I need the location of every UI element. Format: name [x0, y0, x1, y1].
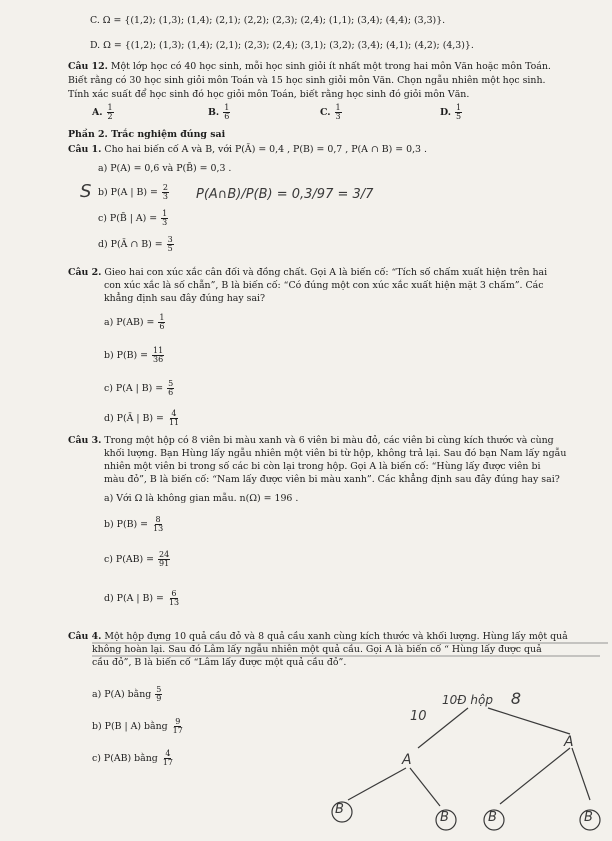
q12-option-c-num: 1 — [335, 103, 341, 112]
c1-statement-c — [98, 210, 169, 227]
c4-b-den: 17 — [172, 726, 183, 735]
c2-label: Câu 2. — [68, 267, 102, 278]
c4-line-3: cầu đỏ”, B là biến cố “Lâm lấy được một quả cầu đỏ”. — [92, 657, 347, 668]
c3-line-3: nhiên một viên bi trong số các bi còn lại trong hộp. Gọi A là biến cố: “Hùng lấy được viên bi — [104, 461, 541, 472]
c2-statement-a — [104, 314, 166, 331]
q11-option-c: C. Ω = {(1,2); (1,3); (1,4); (2,1); (2,2); (2,3); (2,4); (1,1); (3,4); (4,4); (3,3)}. — [90, 15, 446, 26]
c2-a-den: 6 — [159, 322, 165, 331]
c1-b-den: 3 — [162, 192, 168, 201]
c3-b-den: 13 — [152, 524, 164, 533]
q12-option-c — [320, 104, 343, 121]
c1-statement-a: a) P(A) = 0,6 và P(B̄) = 0,3 . — [98, 163, 232, 174]
q12-option-d-label: D. — [440, 107, 452, 118]
c3-statement-d — [104, 590, 181, 607]
c3-statement-b — [104, 516, 165, 533]
handwritten-tree-b1: B — [335, 802, 344, 817]
c3-text-1: Trong một hộp có 8 viên bi màu xanh và 6 viên bi màu đỏ, các viên bi cùng kích thước và cùng — [104, 435, 554, 446]
q11-option-d: D. Ω = {(1,2); (1,3); (1,4); (2,1); (2,3); (2,4); (3,1); (3,2); (3,4); (4,1); (4,2); (4,3)}. — [90, 40, 474, 51]
q12-option-b — [208, 104, 231, 121]
q12-option-a-den: 2 — [107, 112, 113, 121]
q12-option-d-num: 1 — [456, 103, 462, 112]
c4-a-text: a) P(A) bằng — [92, 689, 152, 700]
c1-b-num: 2 — [162, 183, 168, 192]
q12-line-3: Tính xác suất để học sinh đó học giỏi môn Toán, biết rằng học sinh đó giỏi môn Văn. — [68, 89, 470, 100]
q12-option-d-den: 5 — [456, 112, 462, 121]
c2-b-num: 11 — [152, 346, 164, 355]
c2-statement-b — [104, 347, 165, 364]
c4-line-2: không hoàn lại. Sau đó Lâm lấy ngẫu nhiên một quả cầu. Gọi A là biến cố “ Hùng lấy được quả — [92, 644, 542, 655]
c2-c-den: 6 — [168, 388, 174, 397]
c2-d-num: 4 — [171, 409, 177, 418]
c1-statement-b — [98, 184, 170, 201]
c1-statement-d — [98, 236, 175, 253]
part2-title: Phần 2. Trắc nghiệm đúng sai — [68, 129, 226, 140]
q12-text-1: Một lớp học có 40 học sinh, mỗi học sinh giỏi ít nhất một trong hai môn Văn hoặc môn Toán. — [110, 61, 551, 72]
c3-statement-a: a) Với Ω là không gian mẫu. n(Ω) = 196 . — [104, 493, 299, 504]
c3-c-text: c) P(AB) = — [104, 554, 155, 565]
q12-label: Câu 12. — [68, 61, 108, 72]
c4-line-1 — [68, 632, 568, 643]
c2-statement-d — [104, 410, 181, 427]
c2-text-1: Gieo hai con xúc xắc cân đối và đồng chất. Gọi A là biến cố: “Tích số chấm xuất hiện trên hai — [104, 267, 548, 278]
c2-c-num: 5 — [168, 379, 174, 388]
c1-b-text: b) P(A | B) = — [98, 187, 158, 198]
c4-b-num: 9 — [175, 717, 181, 726]
c2-c-text: c) P(A | B) = — [104, 383, 164, 394]
q12-option-b-num: 1 — [224, 103, 230, 112]
handwritten-tree-b3: B — [488, 810, 497, 825]
handwritten-tree-b4: B — [584, 810, 593, 825]
tree-top-label-2: hộp — [470, 693, 493, 707]
c4-c-den: 17 — [162, 758, 173, 767]
c4-text-1: Một hộp đựng 10 quả cầu đỏ và 8 quả cầu xanh cùng kích thước và khối lượng. Hùng lấy một quả — [104, 631, 568, 642]
c2-a-text: a) P(AB) = — [104, 317, 155, 328]
handwritten-tree-10: 10 — [410, 709, 427, 724]
c4-statement-c — [92, 750, 175, 767]
q12-option-a-num: 1 — [107, 103, 113, 112]
handwritten-s-mark: S — [80, 181, 92, 202]
c2-b-text: b) P(B) = — [104, 350, 148, 361]
c1-stem: Cho hai biến cố A và B, với P(Ā) = 0,4 , P(B) = 0,7 , P(A ∩ B) = 0,3 . — [104, 144, 427, 155]
handwritten-tree-top — [442, 690, 521, 708]
c2-d-den: 11 — [168, 418, 180, 427]
c4-statement-b — [92, 718, 185, 735]
c3-statement-c — [104, 551, 171, 568]
c1-d-den: 5 — [167, 244, 173, 253]
c3-c-den: 91 — [159, 559, 170, 568]
q12-option-a-label: A. — [92, 107, 103, 118]
handwritten-tree-a2: A — [564, 734, 574, 750]
c4-b-text: b) P(B | A) bằng — [92, 721, 168, 732]
c1-c-den: 3 — [162, 218, 168, 227]
c3-d-den: 13 — [168, 598, 180, 607]
c4-label: Câu 4. — [68, 631, 102, 642]
c1-d-num: 3 — [167, 235, 173, 244]
c2-d-text: d) P(Ā | B) = — [104, 413, 164, 424]
handwritten-c1-work: P(A∩B)/P(B) = 0,3/97 = 3/7 — [196, 187, 374, 202]
q12-option-c-den: 3 — [335, 112, 341, 121]
c4-statement-a — [92, 686, 163, 703]
handwritten-tree-a1: A — [402, 752, 412, 768]
c1-label: Câu 1. — [68, 144, 102, 155]
tree-top-label: 10Đ — [442, 693, 467, 707]
tree-top-label-3: 8 — [510, 689, 521, 708]
c3-c-num: 24 — [159, 550, 170, 559]
c1-d-text: d) P(Ā ∩ B) = — [98, 239, 163, 250]
c4-a-num: 5 — [156, 685, 162, 694]
c4-c-num: 4 — [165, 749, 171, 758]
c2-line-1 — [68, 268, 547, 279]
c1-c-num: 1 — [162, 209, 168, 218]
q12-option-a — [92, 104, 115, 121]
q12-line-2: Biết rằng có 30 học sinh giỏi môn Toán và 15 học sinh giỏi môn Văn. Chọn ngẫu nhiên một học sinh. — [68, 75, 546, 86]
handwritten-tree-b2: B — [440, 810, 449, 825]
q12-option-c-label: C. — [320, 107, 331, 118]
q12-option-b-label: B. — [208, 107, 220, 118]
c4-c-text: c) P(AB) bằng — [92, 753, 158, 764]
q12-option-b-den: 6 — [224, 112, 230, 121]
c3-label: Câu 3. — [68, 435, 102, 446]
c2-b-den: 36 — [152, 355, 164, 364]
c3-d-text: d) P(A | B) = — [104, 593, 164, 604]
c2-a-num: 1 — [159, 313, 165, 322]
c1-stem-line — [68, 145, 427, 156]
c2-line-2: con xúc xắc là số chẵn”, B là biến cố: “Có đúng một con xúc xắc xuất hiện mặt 3 chấm”. Các — [104, 280, 544, 291]
c2-statement-c — [104, 380, 175, 397]
q12-line-1 — [68, 62, 551, 73]
c2-line-3: khẳng định sau đây đúng hay sai? — [104, 293, 266, 304]
c1-c-text: c) P(B̄ | A) = — [98, 213, 158, 224]
c3-d-num: 6 — [171, 589, 177, 598]
c4-a-den: 9 — [156, 694, 162, 703]
c3-line-4: màu đỏ”, B là biến cố: “Nam lấy được viên bi màu xanh”. Các khẳng định sau đây đúng hay sai? — [104, 474, 560, 485]
c3-b-text: b) P(B) = — [104, 519, 148, 530]
q12-option-d — [440, 104, 463, 121]
c3-line-1 — [68, 436, 554, 447]
c3-b-num: 8 — [155, 515, 161, 524]
c3-line-2: khối lượng. Bạn Hùng lấy ngẫu nhiên một viên bi từ hộp, không trả lại. Sau đó bạn Nam lấy ngẫu — [104, 448, 567, 459]
